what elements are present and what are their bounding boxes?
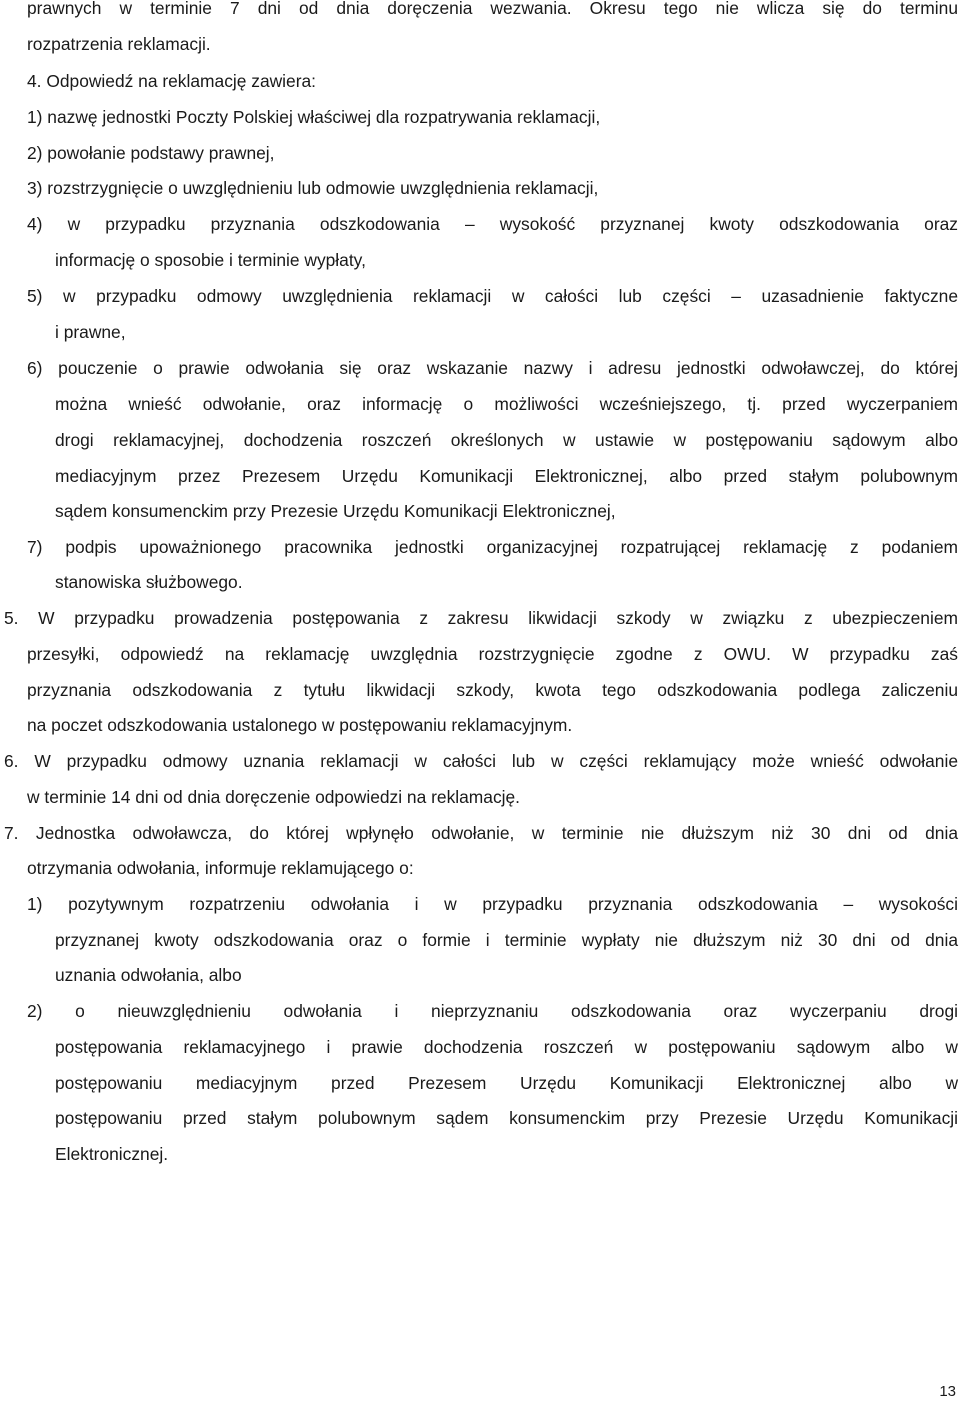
paragraph-line: przesyłki, odpowiedź na reklamację uwzględnia rozstrzygnięcie zgodne z OWU. W przypadku zaś — [27, 644, 958, 664]
paragraph-line: przyznania odszkodowania z tytułu likwidacji szkody, kwota tego odszkodowania podlega zaliczeniu — [27, 680, 958, 700]
list-item-continuation: uznania odwołania, albo — [55, 965, 242, 985]
list-item-continuation: Elektronicznej. — [55, 1144, 169, 1164]
list-item-continuation: stanowiska służbowego. — [55, 572, 243, 592]
list-item: 1) pozytywnym rozpatrzeniu odwołania i w przypadku przyznania odszkodowania – wysokości — [27, 894, 958, 914]
list-item-continuation: mediacyjnym przez Prezesem Urzędu Komunikacji Elektronicznej, albo przed stałym polubownym — [55, 466, 958, 486]
section-7: 7. Jednostka odwoławcza, do której wpłynęło odwołanie, w terminie nie dłuższym niż 30 dni od dnia — [4, 823, 958, 843]
list-item-continuation: postępowaniu przed stałym polubownym sądem konsumenckim przy Prezesie Urzędu Komunikacji — [55, 1108, 958, 1128]
paragraph-line: prawnych w terminie 7 dni od dnia doręczenia wezwania. Okresu tego nie wlicza się do terminu — [27, 0, 958, 18]
paragraph-line: otrzymania odwołania, informuje reklamującego o: — [27, 858, 414, 878]
list-item-continuation: sądem konsumenckim przy Prezesie Urzędu Komunikacji Elektronicznej, — [55, 501, 616, 521]
list-item: 2) powołanie podstawy prawnej, — [27, 143, 275, 163]
list-item-continuation: informację o sposobie i terminie wypłaty, — [55, 250, 366, 270]
list-item: 1) nazwę jednostki Poczty Polskiej właściwej dla rozpatrywania reklamacji, — [27, 107, 601, 127]
list-item-continuation: przyznanej kwoty odszkodowania oraz o formie i terminie wypłaty nie dłuższym niż 30 dni od dnia — [55, 930, 958, 950]
page-number: 13 — [939, 1383, 956, 1400]
list-item-continuation: postępowaniu mediacyjnym przed Prezesem Urzędu Komunikacji Elektronicznej albo w — [55, 1073, 958, 1093]
paragraph-line: rozpatrzenia reklamacji. — [27, 34, 211, 54]
paragraph-line: na poczet odszkodowania ustalonego w postępowaniu reklamacyjnym. — [27, 715, 573, 735]
section-heading-4: 4. Odpowiedź na reklamację zawiera: — [27, 71, 317, 91]
list-item: 3) rozstrzygnięcie o uwzględnieniu lub odmowie uwzględnienia reklamacji, — [27, 178, 599, 198]
list-item: 7) podpis upoważnionego pracownika jednostki organizacyjnej rozpatrującej reklamację z podaniem — [27, 537, 958, 557]
paragraph-line: w terminie 14 dni od dnia doręczenie odpowiedzi na reklamację. — [27, 787, 521, 807]
list-item: 2) o nieuwzględnieniu odwołania i nieprzyznaniu odszkodowania oraz wyczerpaniu drogi — [27, 1001, 958, 1021]
list-item: 6) pouczenie o prawie odwołania się oraz wskazanie nazwy i adresu jednostki odwoławczej, do której — [27, 358, 958, 378]
section-5: 5. W przypadku prowadzenia postępowania z zakresu likwidacji szkody w związku z ubezpieczeniem — [4, 608, 958, 628]
list-item: 5) w przypadku odmowy uwzględnienia reklamacji w całości lub części – uzasadnienie faktyczne — [27, 286, 958, 306]
section-6: 6. W przypadku odmowy uznania reklamacji w całości lub w części reklamujący może wnieść odwołanie — [4, 751, 958, 771]
list-item-continuation: drogi reklamacyjnej, dochodzenia roszczeń określonych w ustawie w postępowaniu sądowym albo — [55, 430, 958, 450]
list-item-continuation: i prawne, — [55, 322, 126, 342]
list-item: 4) w przypadku przyznania odszkodowania – wysokość przyznanej kwoty odszkodowania oraz — [27, 214, 958, 234]
list-item-continuation: można wnieść odwołanie, oraz informację o możliwości wcześniejszego, tj. przed wyczerpaniem — [55, 394, 958, 414]
list-item-continuation: postępowania reklamacyjnego i prawie dochodzenia roszczeń w postępowaniu sądowym albo w — [55, 1037, 958, 1057]
